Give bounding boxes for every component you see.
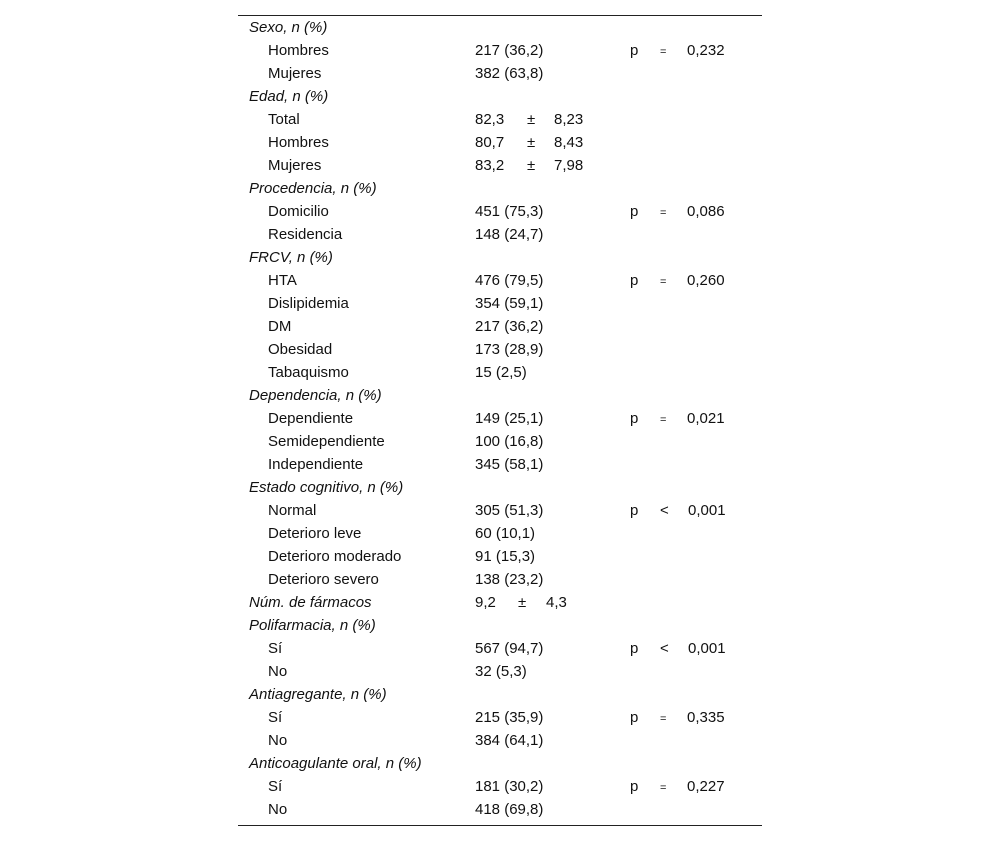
value-cell: 148 (24,7)	[475, 226, 544, 243]
data-table	[238, 15, 762, 826]
table-row	[238, 108, 762, 131]
row-label: DM	[268, 318, 292, 335]
value-cell: 384 (64,1)	[475, 732, 544, 749]
table-row	[238, 798, 762, 821]
section-header-row	[238, 614, 762, 637]
section-label: Anticoagulante oral, n (%)	[249, 755, 422, 772]
p-label: p	[630, 709, 639, 726]
table-body	[238, 16, 762, 821]
section-label: Procedencia, n (%)	[249, 180, 377, 197]
section-label: Sexo, n (%)	[249, 19, 328, 36]
mean-cell: 9,2	[475, 594, 496, 611]
value-cell: 32 (5,3)	[475, 663, 527, 680]
value-cell: 91 (15,3)	[475, 548, 536, 565]
section-label: Núm. de fármacos	[249, 594, 372, 611]
row-label: Deterioro severo	[268, 571, 379, 588]
table-row	[238, 545, 762, 568]
table-row	[238, 522, 762, 545]
plus-minus-sign: ±	[527, 111, 536, 128]
value-cell: 217 (36,2)	[475, 42, 544, 59]
comparison-operator: =	[660, 713, 667, 725]
row-label: Domicilio	[268, 203, 329, 220]
p-value-cell: 0,086	[687, 203, 725, 220]
row-label: HTA	[268, 272, 297, 289]
value-cell: 60 (10,1)	[475, 525, 536, 542]
row-label: Obesidad	[268, 341, 333, 358]
row-label: Semidependiente	[268, 433, 385, 450]
row-label: No	[268, 801, 288, 818]
p-label: p	[630, 42, 639, 59]
row-label: Dependiente	[268, 410, 354, 427]
table-row	[238, 660, 762, 683]
sd-cell: 4,3	[546, 594, 567, 611]
p-value-cell: 0,232	[687, 42, 725, 59]
plus-minus-sign: ±	[527, 157, 536, 174]
row-label: Sí	[268, 778, 283, 795]
table-row	[238, 315, 762, 338]
section-label: Polifarmacia, n (%)	[249, 617, 376, 634]
comparison-operator: =	[660, 782, 667, 794]
p-label: p	[630, 272, 639, 289]
mean-cell: 80,7	[475, 134, 505, 151]
section-header-row	[238, 85, 762, 108]
row-label: Deterioro moderado	[268, 548, 402, 565]
row-label: No	[268, 663, 288, 680]
comparison-operator: <	[660, 502, 669, 519]
section-header-row	[238, 246, 762, 269]
table-row	[238, 223, 762, 246]
table-row	[238, 131, 762, 154]
row-label: No	[268, 732, 288, 749]
value-cell: 138 (23,2)	[475, 571, 544, 588]
plus-minus-sign: ±	[527, 134, 536, 151]
table-row	[238, 269, 762, 292]
row-label: Sí	[268, 640, 283, 657]
section-header-row	[238, 683, 762, 706]
row-label: Deterioro leve	[268, 525, 362, 542]
sd-cell: 8,43	[554, 134, 584, 151]
comparison-operator: =	[660, 207, 667, 219]
section-label: Edad, n (%)	[249, 88, 329, 105]
value-cell: 451 (75,3)	[475, 203, 544, 220]
p-value-cell: 0,021	[687, 410, 725, 427]
value-cell: 149 (25,1)	[475, 410, 544, 427]
row-label: Residencia	[268, 226, 343, 243]
value-cell: 15 (2,5)	[475, 364, 527, 381]
mean-cell: 83,2	[475, 157, 505, 174]
section-label: FRCV, n (%)	[249, 249, 333, 266]
value-cell: 181 (30,2)	[475, 778, 544, 795]
section-header-row	[238, 384, 762, 407]
table-row	[238, 154, 762, 177]
section-header-row	[238, 16, 762, 39]
table-row	[238, 292, 762, 315]
table-row	[238, 338, 762, 361]
mean-cell: 82,3	[475, 111, 505, 128]
table-row	[238, 453, 762, 476]
p-value-cell: 0,335	[687, 709, 725, 726]
value-cell: 173 (28,9)	[475, 341, 544, 358]
table-row	[238, 62, 762, 85]
value-cell: 345 (58,1)	[475, 456, 544, 473]
section-label: Antiagregante, n (%)	[249, 686, 387, 703]
sd-cell: 7,98	[554, 157, 584, 174]
row-label: Independiente	[268, 456, 364, 473]
table-row	[238, 729, 762, 752]
table-row	[238, 568, 762, 591]
p-value-cell: 0,227	[687, 778, 725, 795]
row-label: Normal	[268, 502, 317, 519]
table-row	[238, 706, 762, 729]
row-label: Mujeres	[268, 157, 322, 174]
value-cell: 382 (63,8)	[475, 65, 544, 82]
p-value-cell: 0,001	[688, 502, 726, 519]
p-value-cell: 0,001	[688, 640, 726, 657]
section-header-row	[238, 177, 762, 200]
row-label: Total	[268, 111, 300, 128]
row-label: Hombres	[268, 42, 329, 59]
table-row	[238, 775, 762, 798]
value-cell: 476 (79,5)	[475, 272, 544, 289]
comparison-operator: <	[660, 640, 669, 657]
p-label: p	[630, 778, 639, 795]
value-cell: 100 (16,8)	[475, 433, 544, 450]
table-row	[238, 361, 762, 384]
comparison-operator: =	[660, 46, 667, 58]
sd-cell: 8,23	[554, 111, 584, 128]
comparison-operator: =	[660, 276, 667, 288]
p-label: p	[630, 410, 639, 427]
row-label: Mujeres	[268, 65, 322, 82]
value-cell: 418 (69,8)	[475, 801, 544, 818]
section-header-row	[238, 591, 762, 614]
row-label: Sí	[268, 709, 283, 726]
p-label: p	[630, 640, 639, 657]
section-header-row	[238, 752, 762, 775]
table-row	[238, 499, 762, 522]
plus-minus-sign: ±	[518, 594, 527, 611]
p-label: p	[630, 203, 639, 220]
comparison-operator: =	[660, 414, 667, 426]
section-label: Estado cognitivo, n (%)	[249, 479, 404, 496]
section-header-row	[238, 476, 762, 499]
value-cell: 354 (59,1)	[475, 295, 544, 312]
table-row	[238, 430, 762, 453]
value-cell: 217 (36,2)	[475, 318, 544, 335]
table-row	[238, 407, 762, 430]
table-row	[238, 637, 762, 660]
row-label: Dislipidemia	[268, 295, 349, 312]
value-cell: 305 (51,3)	[475, 502, 544, 519]
table-row	[238, 200, 762, 223]
p-value-cell: 0,260	[687, 272, 725, 289]
row-label: Tabaquismo	[268, 364, 349, 381]
value-cell: 215 (35,9)	[475, 709, 544, 726]
value-cell: 567 (94,7)	[475, 640, 544, 657]
p-label: p	[630, 502, 639, 519]
section-label: Dependencia, n (%)	[249, 387, 382, 404]
row-label: Hombres	[268, 134, 329, 151]
table-row	[238, 39, 762, 62]
